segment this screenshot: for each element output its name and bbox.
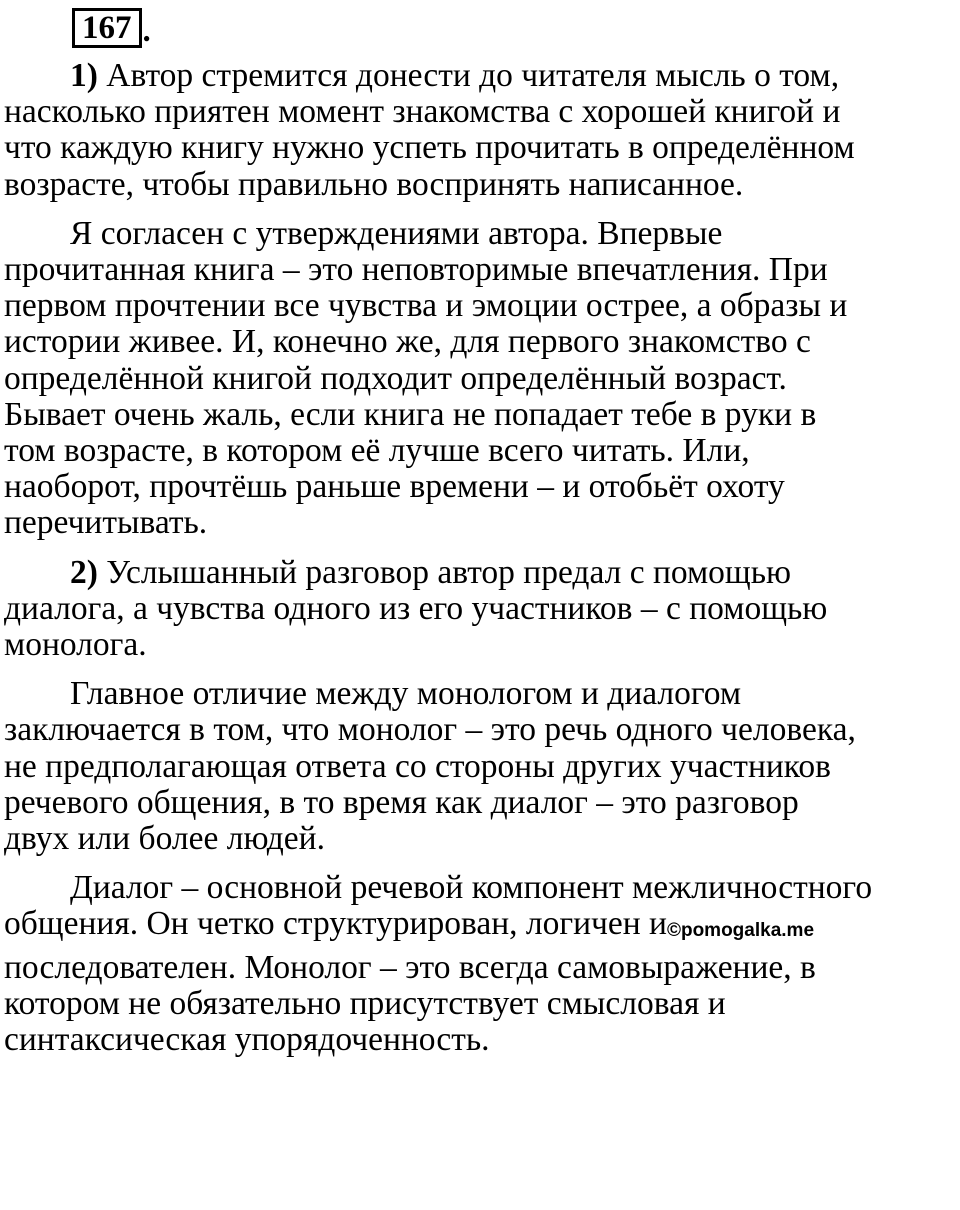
paragraph-line: Главное отличие между монологом и диалогом [70,675,742,713]
paragraph-2 [4,216,960,542]
paragraph-line: Бывает очень жаль, если книга не попадает тебе в руки в [4,395,817,433]
paragraph-1 [4,58,960,203]
paragraph-line: последователен. Монолог – это всегда самовыражение, в [4,948,816,986]
paragraph-line: Диалог – основной речевой компонент межличностного [70,869,873,907]
paragraph-line: монолога. [4,626,147,664]
paragraph-line: двух или более людей. [4,820,325,858]
paragraph-line: Я согласен с утверждениями автора. Впервые [70,214,723,252]
answer-marker-1: 1) [70,57,98,94]
paragraph-line: не предполагающая ответа со стороны других участников [4,747,831,785]
paragraph-line: наоборот, прочтёшь раньше времени – и отобьёт охоту [4,468,785,506]
paragraph-line: заключается в том, что монолог – это речь одного человека, [4,711,856,749]
paragraph-line: общения. Он четко структурирован, логичен и©pomogalka.me [4,905,815,943]
answer-marker-2: 2) [70,553,98,591]
watermark: ©pomogalka.me [666,920,815,942]
paragraph-line: истории живее. И, конечно же, для первого знакомство с [4,323,811,361]
paragraph-3 [4,555,960,664]
paragraph-line: речевого общения, в то время как диалог – это разговор [4,783,799,821]
paragraph-line: том возрасте, в котором её лучше всего читать. Или, [4,432,750,470]
paragraph-line: 1) Автор стремится донести до читателя мысль о том, [70,57,840,94]
answer-text [4,58,960,1071]
paragraph-line: 2) Услышанный разговор автор предал с помощью [70,553,792,591]
paragraph-line: перечитывать. [4,504,208,542]
task-number-dot: . [142,13,151,49]
paragraph-line: синтаксическая упорядоченность. [4,1021,490,1059]
paragraph-line: определённой книгой подходит определённый возраст. [4,359,787,397]
paragraph-line: прочитанная книга – это неповторимые впечатления. При [4,251,828,289]
paragraph-line: возрасте, чтобы правильно воспринять написанное. [4,165,744,203]
paragraph-4 [4,676,960,857]
paragraph-line: первом прочтении все чувства и эмоции острее, а образы и [4,287,848,325]
paragraph-line: диалога, а чувства одного из его участников – с помощью [4,589,828,627]
paragraph-line: что каждую книгу нужно успеть прочитать в определённом [4,129,855,167]
paragraph-line: насколько приятен момент знакомства с хорошей книгой и [4,93,841,131]
task-header [72,4,151,48]
task-number-box: 167 [72,8,142,48]
paragraph-5 [4,870,960,1058]
paragraph-line: котором не обязательно присутствует смысловая и [4,984,726,1022]
